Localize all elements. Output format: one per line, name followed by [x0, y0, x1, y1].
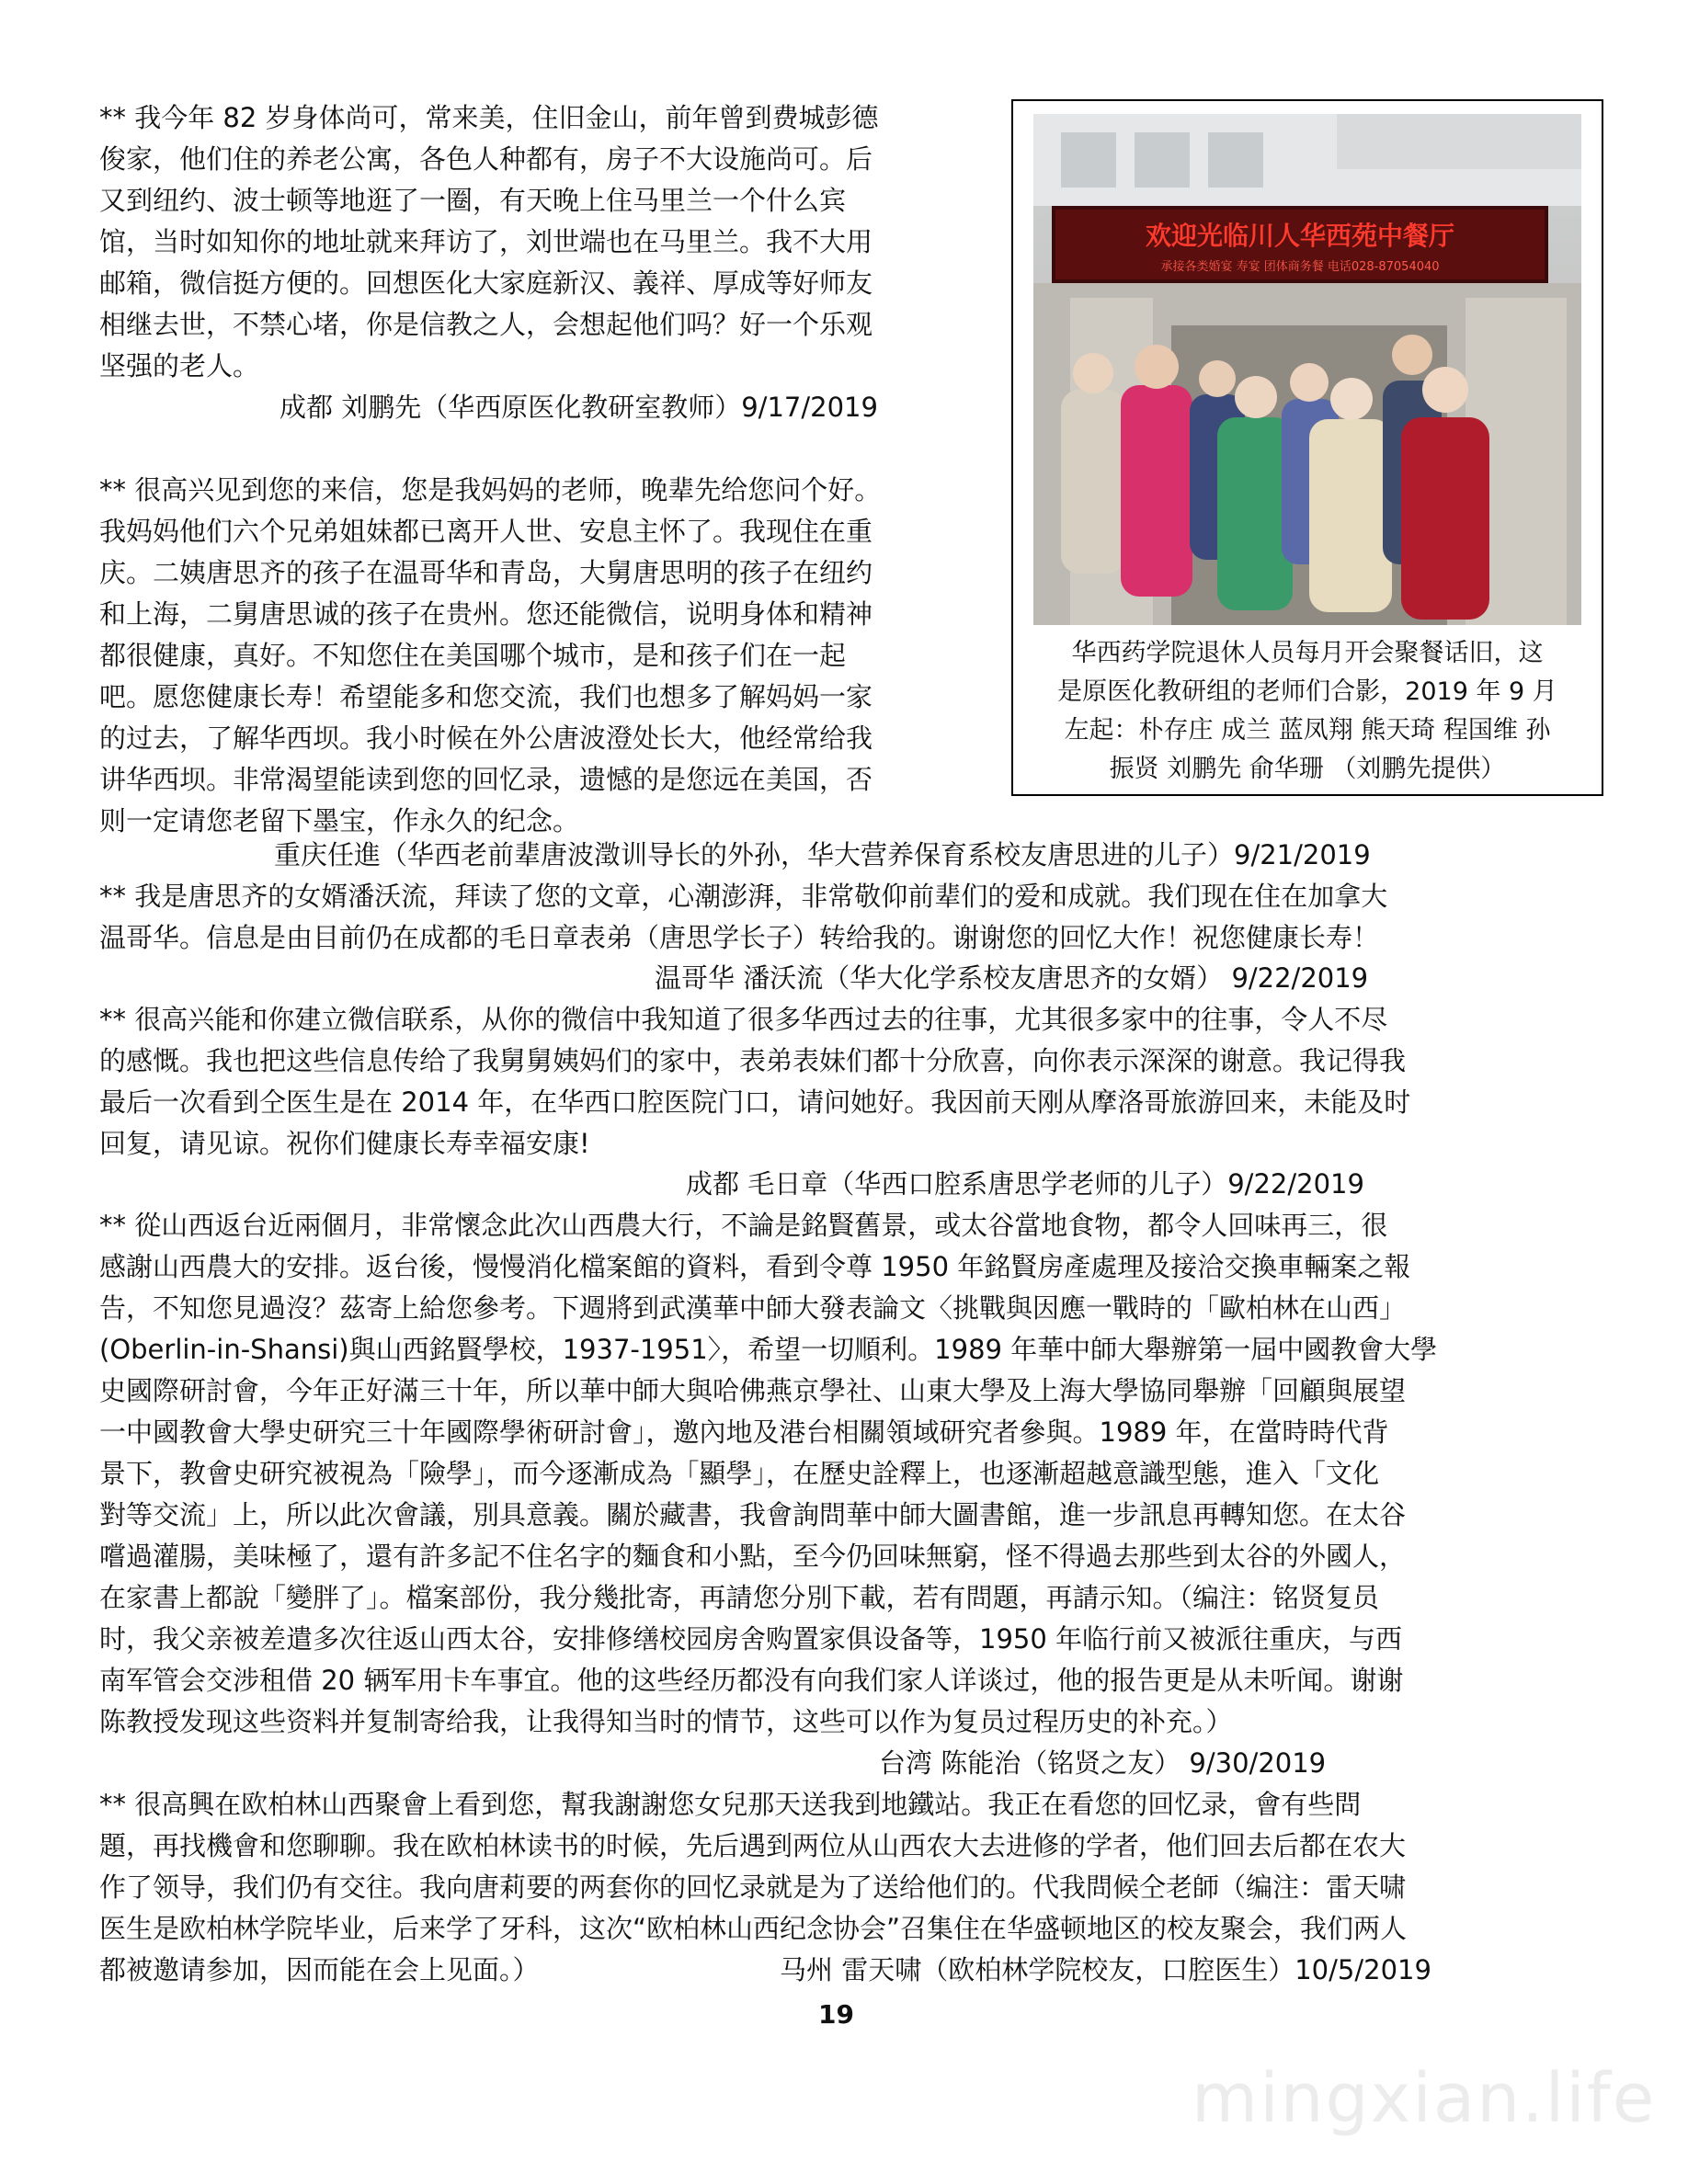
letter-1-line: ** 我今年 82 岁身体尚可，常来美，住旧金山，前年曾到费城彭德	[99, 102, 879, 133]
letter-2-line: 则一定请您老留下墨宝，作永久的纪念。	[99, 805, 580, 836]
letter-2-line: 和上海，二舅唐思诚的孩子在贵州。您还能微信，说明身体和精神	[99, 598, 873, 630]
letter-2-line: 都很健康，真好。不知您住在美国哪个城市，是和孩子们在一起	[99, 640, 847, 671]
letter-4-line: 的感慨。我也把这些信息传给了我舅舅姨妈们的家中，表弟表妹们都十分欣喜，向你表示深深的谢意。我记得我	[99, 1045, 1407, 1076]
letter-1-line: 相继去世，不禁心堵，你是信教之人，会想起他们吗？好一个乐观	[99, 309, 873, 340]
letter-5-line: 史國際研討會，今年正好滿三十年，所以華中師大與哈佛燕京學社、山東大學及上海大學協同舉辦「回顧與展望	[99, 1375, 1407, 1406]
letter-6-line: 都被邀请参加，因而能在会上见面。）	[99, 1954, 540, 1985]
letter-4-signature: 成都 毛日章（华西口腔系唐思学老师的儿子）9/22/2019	[686, 1168, 1364, 1200]
letter-6-line: ** 很高興在欧柏林山西聚會上看到您，幫我謝謝您女兒那天送我到地鐵站。我正在看您的回忆录，會有些問	[99, 1789, 1362, 1820]
letter-2	[99, 470, 881, 842]
group-photo-illustration	[1033, 114, 1581, 625]
letter-5-line: 陈教授发现这些资料并复制寄给我，让我得知当时的情节，这些可以作为复员过程历史的补充。）	[99, 1706, 1233, 1737]
letter-6-line: 医生是欧柏林学院毕业，后来学了牙科，这次“欧柏林山西纪念协会”召集住在华盛顿地区的校友聚会，我们两人	[99, 1913, 1408, 1944]
letter-2-line: ** 很高兴见到您的来信，您是我妈妈的老师，晚辈先给您问个好。	[99, 474, 882, 506]
letter-1-line: 俊家，他们住的养老公寓，各色人种都有，房子不大设施尚可。后	[99, 143, 873, 175]
letter-5-line: 嚐過灌腸，美味極了，還有許多記不住名字的麵食和小點，至今仍回味無窮，怪不得過去那些到太谷的外國人，	[99, 1541, 1407, 1572]
letter-5-line: 时，我父亲被差遣多次往返山西太谷，安排修缮校园房舍购置家俱设备等，1950 年临行前又被派往重庆，与西	[99, 1623, 1403, 1655]
caption-line: 是原医化教研组的老师们合影，2019 年 9 月	[1057, 677, 1557, 706]
letter-5-line: 告，不知您見過沒？茲寄上給您參考。下週將到武漢華中師大發表論文〈挑戰與因應一戰時的「歐柏林在山西」	[99, 1292, 1407, 1324]
letter-2-line: 庆。二姨唐思齐的孩子在温哥华和青岛，大舅唐思明的孩子在纽约	[99, 557, 873, 588]
letter-6-signature: 马州 雷天啸（欧柏林学院校友，口腔医生）10/5/2019	[780, 1954, 1431, 1985]
restaurant-sign-subtext: 承接各类婚宴 寿宴 团体商务餐 电话028-87054040	[1160, 260, 1440, 274]
letter-1-line: 邮箱，微信挺方便的。回想医化大家庭新汉、義祥、厚成等好师友	[99, 267, 873, 299]
letter-3-line: 温哥华。信息是由目前仍在成都的毛日章表弟（唐思学长子）转给我的。谢谢您的回忆大作！祝您健康长寿！	[99, 922, 1380, 953]
letter-5-line: 南军管会交涉租借 20 辆军用卡车事宜。他的这些经历都没有向我们家人详谈过，他的报告更是从未听闻。谢谢	[99, 1665, 1404, 1696]
letter-5-line: 景下，教會史研究被視為「險學」，而今逐漸成為「顯學」，在歷史詮釋上，也逐漸超越意識型態，進入「文化	[99, 1458, 1380, 1489]
letter-3-signature: 温哥华 潘沃流（华大化学系校友唐思齐的女婿） 9/22/2019	[655, 962, 1369, 994]
letter-2-line: 我妈妈他们六个兄弟姐妹都已离开人世、安息主怀了。我现住在重	[99, 516, 873, 547]
letter-1-signature: 成都 刘鹏先（华西原医化教研室教师）9/17/2019	[279, 392, 878, 423]
letter-1-line: 坚强的老人。	[99, 350, 260, 381]
photo-caption	[1021, 634, 1594, 789]
letter-5-line: 一中國教會大學史研究三十年國際學術研討會」，邀內地及港台相關領域研究者參與。1989 年，在當時時代背	[99, 1416, 1389, 1448]
letter-5-line: 感謝山西農大的安排。返台後，慢慢消化檔案館的資料，看到令尊 1950 年銘賢房產處理及接洽交換車輛案之報	[99, 1251, 1411, 1282]
letter-2-signature: 重庆任進（华西老前辈唐波澂训导长的外孙，华大营养保育系校友唐思进的儿子）9/21/2019	[274, 839, 1371, 870]
letter-2-line: 吧。愿您健康长寿！希望能多和您交流，我们也想多了解妈妈一家	[99, 681, 873, 712]
letter-2-line: 讲华西坝。非常渴望能读到您的回忆录，遗憾的是您远在美国，否	[99, 764, 873, 795]
letter-6-line: 作了领导，我们仍有交往。我向唐莉要的两套你的回忆录就是为了送给他们的。代我問候仝老師（编注：雷天啸	[99, 1871, 1407, 1903]
letter-5-line: 對等交流」上，所以此次會議，別具意義。關於藏書，我會詢問華中師大圖書館，進一步訊息再轉知您。在太谷	[99, 1499, 1407, 1530]
caption-line: 左起：朴存庄 成兰 蓝凤翔 熊天琦 程国维 孙	[1064, 716, 1551, 745]
group-photo	[1033, 114, 1581, 625]
letter-5-line: 在家書上都說「變胖了」。檔案部份，我分幾批寄，再請您分別下載，若有問題，再請示知。（编注：铭贤复员	[99, 1582, 1380, 1613]
letter-4-line: 最后一次看到仝医生是在 2014 年，在华西口腔医院门口，请问她好。我因前天刚从摩洛哥旅游回来，未能及时	[99, 1086, 1411, 1118]
letter-5-signature: 台湾 陈能治（铭贤之友） 9/30/2019	[879, 1747, 1327, 1779]
page-number: 19	[818, 1999, 854, 2030]
letter-5-line: (Oberlin-in-Shansi)與山西銘賢學校，1937-1951〉，希望一切順利。1989 年華中師大舉辦第一屆中國教會大學	[99, 1334, 1438, 1365]
letter-6-line: 題，再找機會和您聊聊。我在欧柏林读书的时候，先后遇到两位从山西农大去进修的学者，他们回去后都在农大	[99, 1830, 1407, 1861]
letter-4	[99, 999, 1410, 1165]
letter-5-line: ** 從山西返台近兩個月，非常懷念此次山西農大行，不論是銘賢舊景，或太谷當地食物，都令人回味再三，很	[99, 1210, 1388, 1241]
letter-4-line: 回复，请见谅。祝你们健康长寿幸福安康!	[99, 1128, 590, 1159]
watermark: mingxian.life	[1192, 2059, 1657, 2138]
letter-3-line: ** 我是唐思齐的女婿潘沃流，拜读了您的文章，心潮澎湃，非常敬仰前辈们的爱和成就。我们现在住在加拿大	[99, 881, 1388, 912]
letter-1-line: 又到纽约、波士顿等地逛了一圈，有天晚上住马里兰一个什么宾	[99, 185, 847, 216]
restaurant-sign: 欢迎光临川人华西苑中餐厅	[1145, 221, 1455, 251]
letter-4-line: ** 很高兴能和你建立微信联系，从你的微信中我知道了很多华西过去的往事，尤其很多家中的往事，令人不尽	[99, 1004, 1388, 1035]
letter-3	[99, 876, 1387, 959]
letter-1-line: 馆，当时如知你的地址就来拜访了，刘世端也在马里兰。我不大用	[99, 226, 873, 257]
caption-line: 振贤 刘鹏先 俞华珊 （刘鹏先提供）	[1109, 755, 1506, 783]
caption-line: 华西药学院退休人员每月开会聚餐话旧，这	[1071, 639, 1544, 667]
letter-1	[99, 97, 879, 387]
letter-5	[99, 1205, 1437, 1743]
letter-2-line: 的过去，了解华西坝。我小时候在外公唐波澄处长大，他经常给我	[99, 722, 873, 754]
photo-figure	[1011, 99, 1603, 796]
